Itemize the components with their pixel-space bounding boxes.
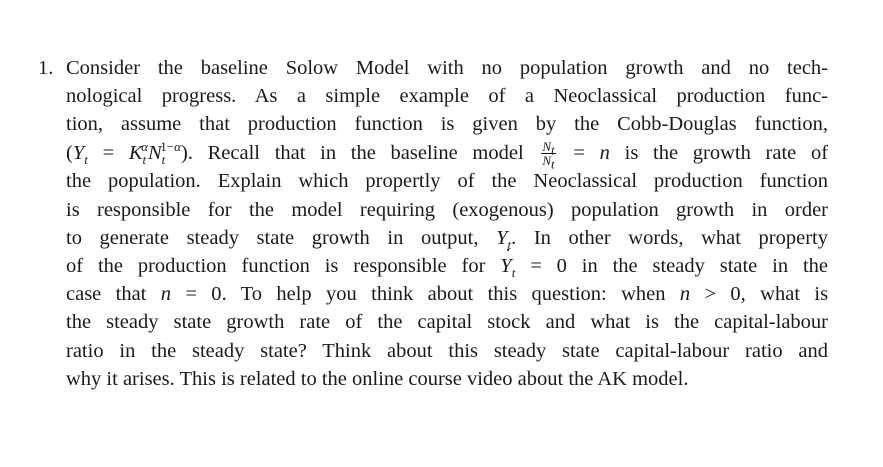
line7-text-a: to generate steady state growth in output,: [66, 226, 479, 249]
line9-text-c: , what is: [740, 283, 829, 306]
line7-text-b: . In other words, what property: [511, 226, 829, 249]
line4-text-a: ). Recall that in the baseline model: [180, 141, 524, 164]
question-block: [38, 54, 828, 393]
line4-text-b: is the growth rate of: [624, 141, 829, 164]
question-line-10: the steady state growth rate of the capital stock and what is the capital-labour: [66, 311, 828, 334]
growth-fraction: ˙ $\frac{N_t}{N_t}$: [541, 140, 555, 167]
question-line-8: of the production function is responsible for ˙ $Y_t = 0$ in the steady state in the: [38, 252, 828, 280]
line9-text-b: . To help you think about this question: when: [221, 283, 666, 306]
question-line-6: is responsible for the model requiring (exogenous) population growth in order: [66, 198, 828, 221]
question-line-12: why it arises. This is related to the online course video about the AK model.: [66, 367, 689, 390]
question-line-3: tion, assume that production function is given by the Cobb-Douglas function,: [66, 113, 828, 136]
question-line-5: the population. Explain which propertly of the Neoclassical production function: [66, 170, 828, 193]
question-line-7: to generate steady state growth in output, $Y_t$. In other words, what property: [66, 226, 829, 252]
question-line-11: ratio in the steady state? Think about this steady state capital-labour ratio and: [66, 339, 828, 362]
line8-text-b: in the steady state in the: [581, 255, 829, 278]
line8-text-a: of the production function is responsible for: [66, 255, 486, 278]
line9-text-a: case that: [66, 283, 147, 306]
question-line-1: Consider the baseline Solow Model with no population growth and no tech-: [66, 57, 828, 79]
question-line-9: case that n = 0. To help you think about this question: when n > 0, what is: [66, 283, 829, 306]
question-line-2: nological progress. As a simple example of a Neoclassical production func-: [66, 85, 828, 108]
question-line-4: $(Y_t = K_t^\alpha N_t^{1-\alpha})$. Recall that in the baseline model ˙ $\frac{N_t}{N_t}$ = n is the growth rate of: [38, 139, 828, 168]
question-number: 1.: [38, 57, 54, 79]
